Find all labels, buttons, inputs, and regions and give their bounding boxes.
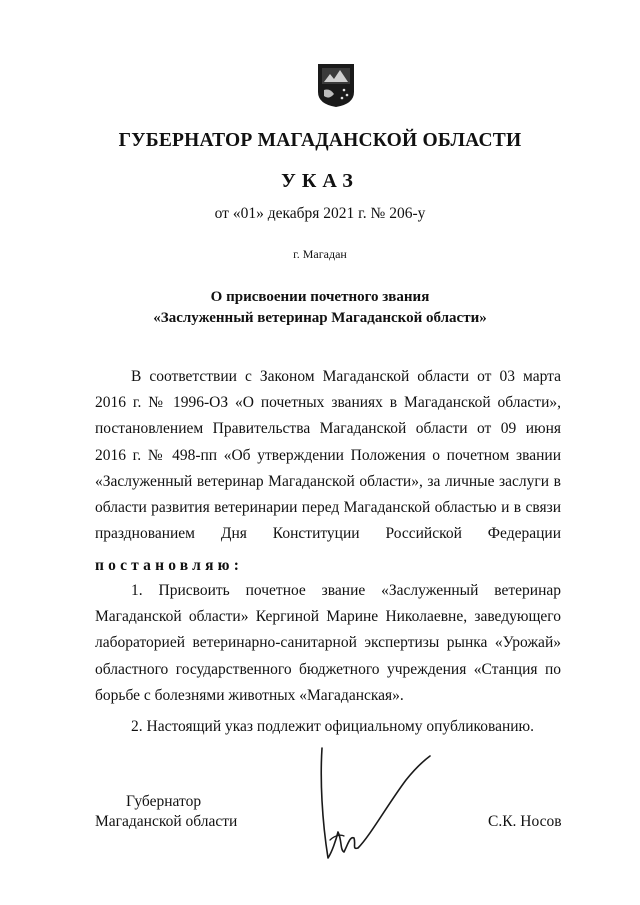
handwritten-signature-icon <box>300 740 440 875</box>
issuing-authority: ГУБЕРНАТОР МАГАДАНСКОЙ ОБЛАСТИ <box>118 130 522 151</box>
decree-item-1: 1. Присвоить почетное звание «Заслуженный ветеринар Магаданской области» Кергиной Марине Николаевне, заведующего лабораторией ветеринарно-санитарной экспертизы рынка «Урожай» областного государственного бюджетного учреждения «Станция по борьбе с болезнями животных «Магаданская». <box>95 582 561 704</box>
signatory-title-line1: Губернатор <box>126 793 202 810</box>
coat-of-arms-icon <box>316 62 356 108</box>
preamble-paragraph: В соответствии с Законом Магаданской области от 03 марта 2016 г. № 1996-ОЗ «О почетных званиях в Магаданской области», постановлением Правительства Магаданской области от 09 июня 2016 г. № 498-пп «Об утверждении Положения о почетном звании «Заслуженный ветеринар Магаданской области», за личные заслуги в области развития ветеринарии перед Магаданской областью и в связи празднованием Дня Конституции Российской Федерации <box>95 368 561 543</box>
document-type: УКАЗ <box>281 170 359 192</box>
decree-word: постановляю: <box>95 557 244 574</box>
decree-item-2: 2. Настоящий указ подлежит официальному опубликованию. <box>131 718 535 735</box>
signatory-name: С.К. Носов <box>488 813 562 830</box>
document-title-line1: О присвоении почетного звания <box>210 289 430 305</box>
city: г. Магадан <box>293 247 347 261</box>
signatory-title-line2: Магаданской области <box>95 813 238 830</box>
date-and-number: от «01» декабря 2021 г. № 206-у <box>214 205 426 222</box>
document-title-line2: «Заслуженный ветеринар Магаданской области» <box>153 310 487 326</box>
